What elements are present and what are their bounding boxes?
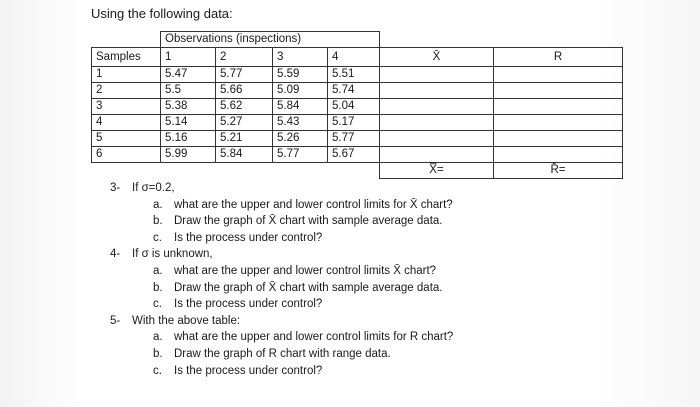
xbar-cell — [380, 99, 494, 115]
table-row — [92, 131, 623, 147]
question-item — [110, 180, 453, 197]
xbar-cell — [380, 115, 494, 131]
header-r: R — [494, 48, 623, 67]
range-cell — [494, 131, 623, 147]
sub-question-letter: a. — [153, 264, 163, 277]
xbar-cell — [380, 131, 494, 147]
observation-cell: 5.67 — [328, 147, 380, 163]
sub-question-letter: b. — [153, 347, 163, 360]
sub-question-text: what are the upper and lower control limits for R chart? — [174, 331, 454, 344]
table-row — [92, 99, 623, 115]
sub-question-text: Draw the graph of X̄ chart with sample average data. — [174, 281, 443, 294]
sub-question — [110, 346, 453, 363]
observation-cell: 5.99 — [161, 147, 216, 163]
observation-cell: 5.77 — [273, 147, 328, 163]
sub-question — [110, 329, 453, 346]
observation-cell: 5.77 — [328, 131, 380, 147]
header-obs-3: 3 — [273, 48, 328, 67]
table-row — [92, 67, 623, 83]
sub-question — [110, 363, 453, 380]
table-row — [92, 83, 623, 99]
sub-question-letter: b. — [153, 215, 163, 228]
observation-cell: 5.09 — [273, 83, 328, 99]
sub-question-letter: b. — [153, 281, 163, 294]
observation-cell: 5.84 — [273, 99, 328, 115]
sub-question-text: Draw the graph of X̄ chart with sample average data. — [174, 215, 443, 228]
table-row — [92, 147, 623, 163]
observation-cell: 5.47 — [161, 67, 216, 83]
table-row — [92, 115, 623, 131]
sample-number-cell: 3 — [92, 99, 161, 115]
sub-question — [110, 263, 453, 280]
sub-question-text: Draw the graph of R chart with range data. — [174, 347, 391, 360]
sub-question — [110, 280, 453, 297]
sample-number-cell: 4 — [92, 115, 161, 131]
sub-question-text: what are the upper and lower control limits X̄ chart? — [174, 264, 437, 277]
sub-question-letter: c. — [153, 298, 162, 311]
sub-question-text: Is the process under control? — [174, 298, 323, 311]
sample-number-cell: 1 — [92, 67, 161, 83]
range-cell — [494, 67, 623, 83]
observation-cell: 5.59 — [273, 67, 328, 83]
mean-range-cell: R̄= — [494, 163, 623, 179]
sample-number-cell: 2 — [92, 83, 161, 99]
question-number: 3- — [110, 182, 121, 194]
observation-cell: 5.43 — [273, 115, 328, 131]
observation-cell: 5.04 — [328, 99, 380, 115]
question-text: With the above table: — [132, 314, 241, 327]
question-number: 4- — [110, 248, 121, 261]
header-obs-4: 4 — [328, 48, 380, 67]
xbar-cell — [380, 83, 494, 99]
sub-question-letter: c. — [153, 231, 162, 244]
question-item — [110, 246, 453, 263]
sample-number-cell: 5 — [92, 131, 161, 147]
range-cell — [494, 83, 623, 99]
sub-question — [110, 230, 453, 247]
observation-cell: 5.5 — [161, 83, 216, 99]
heading: Using the following data: — [91, 6, 233, 21]
question-text: If σ=0.2, — [132, 182, 175, 194]
sub-question — [110, 213, 453, 230]
observation-cell: 5.21 — [216, 131, 273, 147]
xbar-cell — [380, 67, 494, 83]
observation-cell: 5.84 — [216, 147, 273, 163]
sub-question-letter: a. — [153, 331, 163, 344]
sub-question — [110, 296, 453, 313]
header-obs-1: 1 — [161, 48, 216, 67]
header-samples: Samples — [92, 48, 161, 67]
grand-mean-cell: X̿= — [380, 163, 494, 179]
header-xbar: X̄ — [380, 48, 494, 67]
observation-cell: 5.26 — [273, 131, 328, 147]
sub-question-text: what are the upper and lower control limits for X̄ chart? — [174, 198, 453, 211]
observation-cell: 5.51 — [328, 67, 380, 83]
sub-question-text: Is the process under control? — [174, 231, 323, 244]
sub-question — [110, 197, 453, 214]
range-cell — [494, 99, 623, 115]
data-table — [91, 31, 623, 179]
observation-cell: 5.17 — [328, 115, 380, 131]
observation-cell: 5.14 — [161, 115, 216, 131]
observation-cell: 5.62 — [216, 99, 273, 115]
sub-question-letter: c. — [153, 364, 162, 377]
observation-cell: 5.27 — [216, 115, 273, 131]
header-obs-2: 2 — [216, 48, 273, 67]
question-number: 5- — [110, 314, 121, 327]
question-item — [110, 313, 453, 330]
observation-cell: 5.74 — [328, 83, 380, 99]
observation-cell: 5.77 — [216, 67, 273, 83]
sub-question-letter: a. — [153, 198, 163, 211]
table-corner — [92, 32, 161, 48]
table-summary-row — [92, 163, 623, 179]
observation-cell: 5.66 — [216, 83, 273, 99]
observation-cell: 5.16 — [161, 131, 216, 147]
sample-number-cell: 6 — [92, 147, 161, 163]
table-header-row — [92, 48, 623, 67]
xbar-cell — [380, 147, 494, 163]
question-text: If σ is unknown, — [132, 248, 213, 261]
observations-group-header: Observations (inspections) — [161, 32, 380, 48]
range-cell — [494, 115, 623, 131]
table-group-header-row — [92, 32, 623, 48]
range-cell — [494, 147, 623, 163]
observation-cell: 5.38 — [161, 99, 216, 115]
sub-question-text: Is the process under control? — [174, 364, 323, 377]
questions-list — [110, 180, 453, 379]
